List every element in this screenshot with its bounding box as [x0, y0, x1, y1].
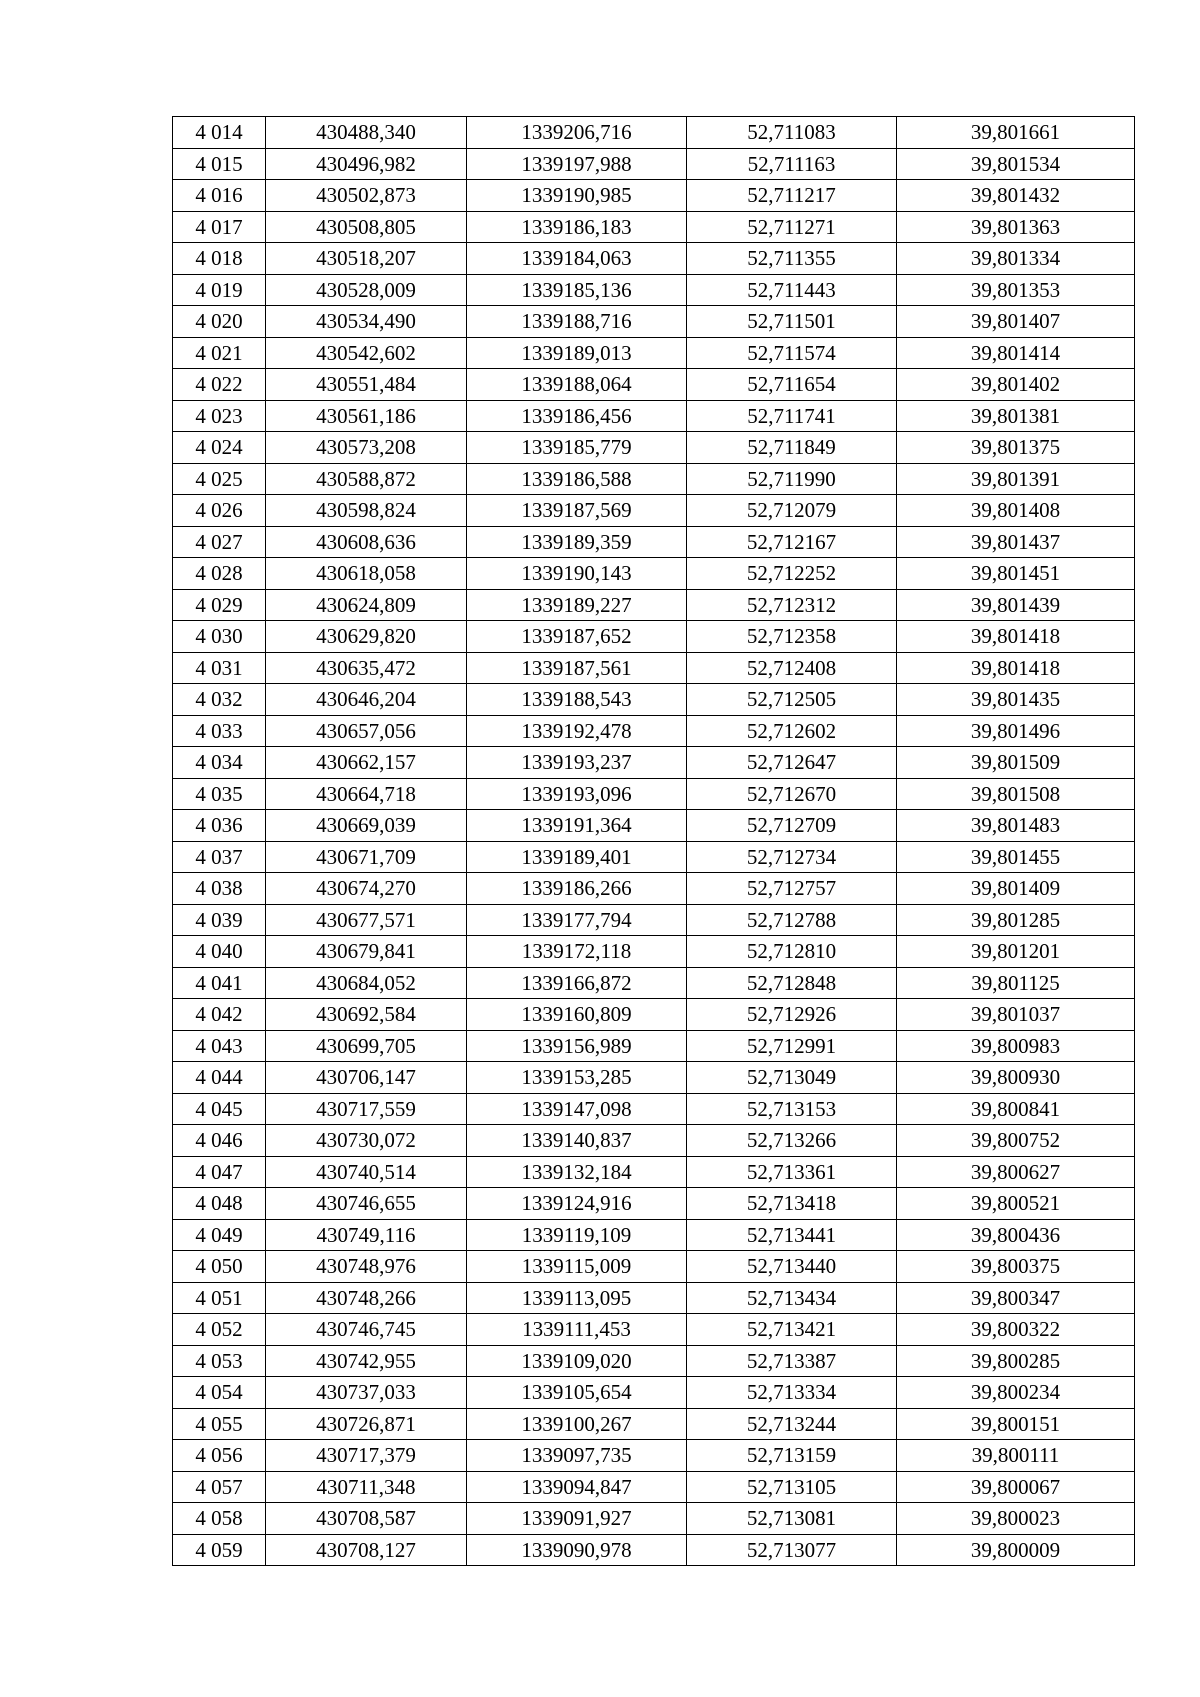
x-coordinate-cell: 430573,208 [266, 432, 467, 464]
x-coordinate-cell: 430737,033 [266, 1377, 467, 1409]
longitude-cell: 39,800322 [897, 1314, 1135, 1346]
table-row [173, 1282, 1135, 1314]
point-number-cell: 4 027 [173, 526, 266, 558]
y-coordinate-cell: 1339187,569 [467, 495, 687, 527]
latitude-cell: 52,713441 [687, 1219, 897, 1251]
point-number-cell: 4 021 [173, 337, 266, 369]
y-coordinate-cell: 1339115,009 [467, 1251, 687, 1283]
longitude-cell: 39,801496 [897, 715, 1135, 747]
y-coordinate-cell: 1339187,652 [467, 621, 687, 653]
y-coordinate-cell: 1339105,654 [467, 1377, 687, 1409]
point-number-cell: 4 055 [173, 1408, 266, 1440]
longitude-cell: 39,801391 [897, 463, 1135, 495]
point-number-cell: 4 044 [173, 1062, 266, 1094]
longitude-cell: 39,801381 [897, 400, 1135, 432]
x-coordinate-cell: 430748,976 [266, 1251, 467, 1283]
longitude-cell: 39,800841 [897, 1093, 1135, 1125]
x-coordinate-cell: 430679,841 [266, 936, 467, 968]
y-coordinate-cell: 1339188,716 [467, 306, 687, 338]
point-number-cell: 4 033 [173, 715, 266, 747]
longitude-cell: 39,801353 [897, 274, 1135, 306]
y-coordinate-cell: 1339187,561 [467, 652, 687, 684]
latitude-cell: 52,713159 [687, 1440, 897, 1472]
table-row [173, 999, 1135, 1031]
y-coordinate-cell: 1339186,588 [467, 463, 687, 495]
longitude-cell: 39,800983 [897, 1030, 1135, 1062]
point-number-cell: 4 022 [173, 369, 266, 401]
table-row [173, 211, 1135, 243]
table-row [173, 117, 1135, 149]
longitude-cell: 39,800067 [897, 1471, 1135, 1503]
point-number-cell: 4 049 [173, 1219, 266, 1251]
latitude-cell: 52,712709 [687, 810, 897, 842]
table-row [173, 526, 1135, 558]
longitude-cell: 39,800023 [897, 1503, 1135, 1535]
coordinates-table-body [173, 117, 1135, 1566]
table-row [173, 810, 1135, 842]
point-number-cell: 4 035 [173, 778, 266, 810]
latitude-cell: 52,713077 [687, 1534, 897, 1566]
x-coordinate-cell: 430708,127 [266, 1534, 467, 1566]
latitude-cell: 52,712926 [687, 999, 897, 1031]
table-row [173, 1345, 1135, 1377]
x-coordinate-cell: 430646,204 [266, 684, 467, 716]
table-row [173, 306, 1135, 338]
longitude-cell: 39,801285 [897, 904, 1135, 936]
y-coordinate-cell: 1339153,285 [467, 1062, 687, 1094]
table-row [173, 1314, 1135, 1346]
latitude-cell: 52,711217 [687, 180, 897, 212]
longitude-cell: 39,800009 [897, 1534, 1135, 1566]
latitude-cell: 52,711443 [687, 274, 897, 306]
x-coordinate-cell: 430746,655 [266, 1188, 467, 1220]
x-coordinate-cell: 430717,379 [266, 1440, 467, 1472]
point-number-cell: 4 043 [173, 1030, 266, 1062]
longitude-cell: 39,801414 [897, 337, 1135, 369]
x-coordinate-cell: 430669,039 [266, 810, 467, 842]
coordinates-table [172, 116, 1135, 1566]
table-row [173, 747, 1135, 779]
table-row [173, 1251, 1135, 1283]
x-coordinate-cell: 430662,157 [266, 747, 467, 779]
y-coordinate-cell: 1339177,794 [467, 904, 687, 936]
latitude-cell: 52,712848 [687, 967, 897, 999]
table-row [173, 1219, 1135, 1251]
latitude-cell: 52,713266 [687, 1125, 897, 1157]
x-coordinate-cell: 430635,472 [266, 652, 467, 684]
y-coordinate-cell: 1339184,063 [467, 243, 687, 275]
table-row [173, 400, 1135, 432]
latitude-cell: 52,711574 [687, 337, 897, 369]
y-coordinate-cell: 1339206,716 [467, 117, 687, 149]
point-number-cell: 4 056 [173, 1440, 266, 1472]
table-row [173, 1062, 1135, 1094]
table-row [173, 1156, 1135, 1188]
table-row [173, 369, 1135, 401]
y-coordinate-cell: 1339124,916 [467, 1188, 687, 1220]
point-number-cell: 4 019 [173, 274, 266, 306]
latitude-cell: 52,712734 [687, 841, 897, 873]
x-coordinate-cell: 430664,718 [266, 778, 467, 810]
point-number-cell: 4 039 [173, 904, 266, 936]
table-row [173, 1125, 1135, 1157]
x-coordinate-cell: 430699,705 [266, 1030, 467, 1062]
y-coordinate-cell: 1339186,183 [467, 211, 687, 243]
latitude-cell: 52,711990 [687, 463, 897, 495]
longitude-cell: 39,801408 [897, 495, 1135, 527]
longitude-cell: 39,800521 [897, 1188, 1135, 1220]
latitude-cell: 52,712647 [687, 747, 897, 779]
point-number-cell: 4 040 [173, 936, 266, 968]
latitude-cell: 52,713334 [687, 1377, 897, 1409]
x-coordinate-cell: 430684,052 [266, 967, 467, 999]
latitude-cell: 52,711501 [687, 306, 897, 338]
point-number-cell: 4 032 [173, 684, 266, 716]
x-coordinate-cell: 430502,873 [266, 180, 467, 212]
longitude-cell: 39,801509 [897, 747, 1135, 779]
latitude-cell: 52,713434 [687, 1282, 897, 1314]
y-coordinate-cell: 1339186,266 [467, 873, 687, 905]
y-coordinate-cell: 1339132,184 [467, 1156, 687, 1188]
latitude-cell: 52,712788 [687, 904, 897, 936]
longitude-cell: 39,801334 [897, 243, 1135, 275]
y-coordinate-cell: 1339113,095 [467, 1282, 687, 1314]
longitude-cell: 39,800151 [897, 1408, 1135, 1440]
point-number-cell: 4 014 [173, 117, 266, 149]
point-number-cell: 4 042 [173, 999, 266, 1031]
table-row [173, 1030, 1135, 1062]
table-row [173, 1188, 1135, 1220]
latitude-cell: 52,713387 [687, 1345, 897, 1377]
x-coordinate-cell: 430496,982 [266, 148, 467, 180]
table-row [173, 967, 1135, 999]
table-row [173, 1377, 1135, 1409]
y-coordinate-cell: 1339172,118 [467, 936, 687, 968]
point-number-cell: 4 053 [173, 1345, 266, 1377]
x-coordinate-cell: 430551,484 [266, 369, 467, 401]
point-number-cell: 4 018 [173, 243, 266, 275]
x-coordinate-cell: 430629,820 [266, 621, 467, 653]
longitude-cell: 39,800347 [897, 1282, 1135, 1314]
longitude-cell: 39,801375 [897, 432, 1135, 464]
table-row [173, 936, 1135, 968]
latitude-cell: 52,712505 [687, 684, 897, 716]
latitude-cell: 52,711271 [687, 211, 897, 243]
point-number-cell: 4 058 [173, 1503, 266, 1535]
latitude-cell: 52,713049 [687, 1062, 897, 1094]
table-row [173, 1093, 1135, 1125]
longitude-cell: 39,800234 [897, 1377, 1135, 1409]
longitude-cell: 39,800752 [897, 1125, 1135, 1157]
y-coordinate-cell: 1339119,109 [467, 1219, 687, 1251]
y-coordinate-cell: 1339100,267 [467, 1408, 687, 1440]
x-coordinate-cell: 430488,340 [266, 117, 467, 149]
y-coordinate-cell: 1339094,847 [467, 1471, 687, 1503]
x-coordinate-cell: 430677,571 [266, 904, 467, 936]
x-coordinate-cell: 430588,872 [266, 463, 467, 495]
y-coordinate-cell: 1339189,401 [467, 841, 687, 873]
longitude-cell: 39,801451 [897, 558, 1135, 590]
point-number-cell: 4 028 [173, 558, 266, 590]
point-number-cell: 4 030 [173, 621, 266, 653]
y-coordinate-cell: 1339166,872 [467, 967, 687, 999]
point-number-cell: 4 036 [173, 810, 266, 842]
table-row [173, 1408, 1135, 1440]
latitude-cell: 52,713440 [687, 1251, 897, 1283]
x-coordinate-cell: 430740,514 [266, 1156, 467, 1188]
point-number-cell: 4 046 [173, 1125, 266, 1157]
y-coordinate-cell: 1339190,985 [467, 180, 687, 212]
latitude-cell: 52,711849 [687, 432, 897, 464]
longitude-cell: 39,801418 [897, 652, 1135, 684]
point-number-cell: 4 034 [173, 747, 266, 779]
longitude-cell: 39,801661 [897, 117, 1135, 149]
latitude-cell: 52,713361 [687, 1156, 897, 1188]
latitude-cell: 52,712358 [687, 621, 897, 653]
point-number-cell: 4 051 [173, 1282, 266, 1314]
y-coordinate-cell: 1339111,453 [467, 1314, 687, 1346]
point-number-cell: 4 016 [173, 180, 266, 212]
table-row [173, 589, 1135, 621]
longitude-cell: 39,800930 [897, 1062, 1135, 1094]
y-coordinate-cell: 1339097,735 [467, 1440, 687, 1472]
x-coordinate-cell: 430708,587 [266, 1503, 467, 1535]
table-row [173, 337, 1135, 369]
latitude-cell: 52,712252 [687, 558, 897, 590]
y-coordinate-cell: 1339185,779 [467, 432, 687, 464]
table-row [173, 841, 1135, 873]
longitude-cell: 39,800627 [897, 1156, 1135, 1188]
point-number-cell: 4 017 [173, 211, 266, 243]
table-row [173, 558, 1135, 590]
x-coordinate-cell: 430542,602 [266, 337, 467, 369]
y-coordinate-cell: 1339090,978 [467, 1534, 687, 1566]
latitude-cell: 52,711083 [687, 117, 897, 149]
longitude-cell: 39,801439 [897, 589, 1135, 621]
y-coordinate-cell: 1339188,543 [467, 684, 687, 716]
latitude-cell: 52,712991 [687, 1030, 897, 1062]
point-number-cell: 4 031 [173, 652, 266, 684]
x-coordinate-cell: 430657,056 [266, 715, 467, 747]
x-coordinate-cell: 430671,709 [266, 841, 467, 873]
x-coordinate-cell: 430717,559 [266, 1093, 467, 1125]
table-row [173, 1440, 1135, 1472]
y-coordinate-cell: 1339109,020 [467, 1345, 687, 1377]
x-coordinate-cell: 430508,805 [266, 211, 467, 243]
table-row [173, 684, 1135, 716]
longitude-cell: 39,801508 [897, 778, 1135, 810]
latitude-cell: 52,712167 [687, 526, 897, 558]
point-number-cell: 4 041 [173, 967, 266, 999]
table-row [173, 1503, 1135, 1535]
latitude-cell: 52,712408 [687, 652, 897, 684]
y-coordinate-cell: 1339185,136 [467, 274, 687, 306]
longitude-cell: 39,801455 [897, 841, 1135, 873]
y-coordinate-cell: 1339186,456 [467, 400, 687, 432]
y-coordinate-cell: 1339160,809 [467, 999, 687, 1031]
table-row [173, 463, 1135, 495]
y-coordinate-cell: 1339156,989 [467, 1030, 687, 1062]
point-number-cell: 4 037 [173, 841, 266, 873]
longitude-cell: 39,801407 [897, 306, 1135, 338]
table-row [173, 1534, 1135, 1566]
y-coordinate-cell: 1339190,143 [467, 558, 687, 590]
longitude-cell: 39,801409 [897, 873, 1135, 905]
longitude-cell: 39,800111 [897, 1440, 1135, 1472]
y-coordinate-cell: 1339091,927 [467, 1503, 687, 1535]
latitude-cell: 52,712312 [687, 589, 897, 621]
latitude-cell: 52,711163 [687, 148, 897, 180]
table-row [173, 180, 1135, 212]
x-coordinate-cell: 430608,636 [266, 526, 467, 558]
y-coordinate-cell: 1339197,988 [467, 148, 687, 180]
x-coordinate-cell: 430618,058 [266, 558, 467, 590]
longitude-cell: 39,801418 [897, 621, 1135, 653]
table-row [173, 873, 1135, 905]
latitude-cell: 52,712079 [687, 495, 897, 527]
x-coordinate-cell: 430706,147 [266, 1062, 467, 1094]
latitude-cell: 52,712670 [687, 778, 897, 810]
y-coordinate-cell: 1339192,478 [467, 715, 687, 747]
x-coordinate-cell: 430518,207 [266, 243, 467, 275]
x-coordinate-cell: 430528,009 [266, 274, 467, 306]
point-number-cell: 4 038 [173, 873, 266, 905]
point-number-cell: 4 026 [173, 495, 266, 527]
longitude-cell: 39,801125 [897, 967, 1135, 999]
latitude-cell: 52,713421 [687, 1314, 897, 1346]
x-coordinate-cell: 430711,348 [266, 1471, 467, 1503]
latitude-cell: 52,713105 [687, 1471, 897, 1503]
table-row [173, 432, 1135, 464]
longitude-cell: 39,801201 [897, 936, 1135, 968]
latitude-cell: 52,712757 [687, 873, 897, 905]
point-number-cell: 4 045 [173, 1093, 266, 1125]
longitude-cell: 39,801437 [897, 526, 1135, 558]
y-coordinate-cell: 1339191,364 [467, 810, 687, 842]
point-number-cell: 4 015 [173, 148, 266, 180]
point-number-cell: 4 025 [173, 463, 266, 495]
table-row [173, 495, 1135, 527]
latitude-cell: 52,711654 [687, 369, 897, 401]
point-number-cell: 4 054 [173, 1377, 266, 1409]
point-number-cell: 4 048 [173, 1188, 266, 1220]
x-coordinate-cell: 430674,270 [266, 873, 467, 905]
table-row [173, 652, 1135, 684]
point-number-cell: 4 023 [173, 400, 266, 432]
longitude-cell: 39,800436 [897, 1219, 1135, 1251]
longitude-cell: 39,801402 [897, 369, 1135, 401]
latitude-cell: 52,713244 [687, 1408, 897, 1440]
x-coordinate-cell: 430748,266 [266, 1282, 467, 1314]
latitude-cell: 52,711355 [687, 243, 897, 275]
latitude-cell: 52,711741 [687, 400, 897, 432]
x-coordinate-cell: 430624,809 [266, 589, 467, 621]
y-coordinate-cell: 1339193,096 [467, 778, 687, 810]
y-coordinate-cell: 1339147,098 [467, 1093, 687, 1125]
x-coordinate-cell: 430742,955 [266, 1345, 467, 1377]
x-coordinate-cell: 430746,745 [266, 1314, 467, 1346]
table-row [173, 243, 1135, 275]
table-row [173, 621, 1135, 653]
latitude-cell: 52,713081 [687, 1503, 897, 1535]
table-row [173, 904, 1135, 936]
y-coordinate-cell: 1339193,237 [467, 747, 687, 779]
point-number-cell: 4 052 [173, 1314, 266, 1346]
x-coordinate-cell: 430534,490 [266, 306, 467, 338]
point-number-cell: 4 059 [173, 1534, 266, 1566]
x-coordinate-cell: 430692,584 [266, 999, 467, 1031]
longitude-cell: 39,800375 [897, 1251, 1135, 1283]
point-number-cell: 4 020 [173, 306, 266, 338]
longitude-cell: 39,801483 [897, 810, 1135, 842]
longitude-cell: 39,801435 [897, 684, 1135, 716]
table-row [173, 148, 1135, 180]
table-row [173, 274, 1135, 306]
table-row [173, 715, 1135, 747]
x-coordinate-cell: 430561,186 [266, 400, 467, 432]
table-row [173, 778, 1135, 810]
x-coordinate-cell: 430726,871 [266, 1408, 467, 1440]
latitude-cell: 52,713153 [687, 1093, 897, 1125]
longitude-cell: 39,801363 [897, 211, 1135, 243]
longitude-cell: 39,801037 [897, 999, 1135, 1031]
point-number-cell: 4 057 [173, 1471, 266, 1503]
longitude-cell: 39,800285 [897, 1345, 1135, 1377]
y-coordinate-cell: 1339189,359 [467, 526, 687, 558]
point-number-cell: 4 024 [173, 432, 266, 464]
point-number-cell: 4 047 [173, 1156, 266, 1188]
y-coordinate-cell: 1339140,837 [467, 1125, 687, 1157]
table-row [173, 1471, 1135, 1503]
latitude-cell: 52,712602 [687, 715, 897, 747]
y-coordinate-cell: 1339189,013 [467, 337, 687, 369]
point-number-cell: 4 029 [173, 589, 266, 621]
latitude-cell: 52,712810 [687, 936, 897, 968]
y-coordinate-cell: 1339188,064 [467, 369, 687, 401]
point-number-cell: 4 050 [173, 1251, 266, 1283]
longitude-cell: 39,801534 [897, 148, 1135, 180]
latitude-cell: 52,713418 [687, 1188, 897, 1220]
x-coordinate-cell: 430749,116 [266, 1219, 467, 1251]
x-coordinate-cell: 430730,072 [266, 1125, 467, 1157]
x-coordinate-cell: 430598,824 [266, 495, 467, 527]
longitude-cell: 39,801432 [897, 180, 1135, 212]
y-coordinate-cell: 1339189,227 [467, 589, 687, 621]
